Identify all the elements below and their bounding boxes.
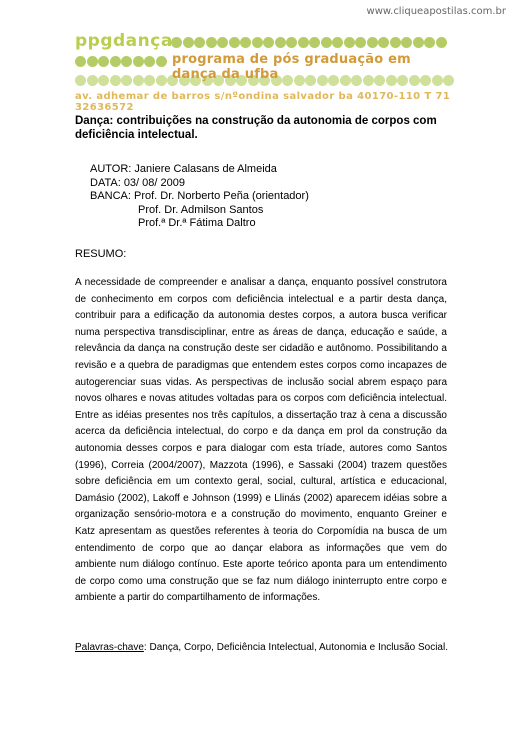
decorative-dot [98,56,109,67]
decorative-dot [401,37,412,48]
abstract-text: A necessidade de compreender e analisar a dança, enquanto possível construtora de conhecimento em corpos com deficiência intelectual e a partir desta dança, contribuir para a edificação da autonomia destes corpos, a autora busca verificar numa perspectiva transdisciplinar, entre as áreas de dança, educação e saúde, a relevância da dança na construção deste ser cidadão e autônomo. Possibilitando a revisão e a quebra de paradigmas que entendem estes corpos como incapazes de autogerenciar suas vidas. As perspectivas de inclusão social abrem espaço para novos olhares e novas atitudes voltadas para os corpos com deficiência intelectual. Entre as idéias presentes nos três capítulos, a dissertação traz à cena a discussão acerca da deficiência intelectual, do corpo e da dança em prol da construção da autonomia desses corpos e para dialogar com esta tríade, autores como Santos (1996), Correia (2004/2007), Mazzota (1996), e Sassaki (2004) trazem questões sobre deficiência em um contexto geral, social, cultural, artística e educacional, Damásio (2002), Lakoff e Johnson (1999) e Llinás (2002) aparecem idéias sobre a organização sensório-motora e a construção do movimento, enquanto Greiner e Katz apresentam as questões referentes à teoria do Corpomídia na busca de um entendimento de corpo que ao dançar elabora as informações que vem do ambiente num diálogo contínuo. Este aporte teórico aponta para um entendimento de corpo como uma construção que se faz num diálogo ininterrupto entre corpo e ambiente a partir do compartilhamento de informações. [75,277,447,604]
banca-member: Prof. Dr. Admilson Santos [138,203,264,216]
author-line: AUTOR: Janiere Calasans de Almeida [90,163,277,175]
decorative-dot [378,37,389,48]
ppgdanca-logo: ppgdança [75,31,173,51]
decorative-dot [309,37,320,48]
decorative-dot [87,75,98,86]
keywords [75,641,455,655]
decorative-dot [217,37,228,48]
banca-member: Prof.ª Dr.ª Fátima Daltro [138,217,256,229]
decorative-dot [298,37,309,48]
banca-line: BANCA: Prof. Dr. Norberto Peña (orientador) [90,190,309,202]
decorative-dot [321,37,332,48]
decorative-dot [144,75,155,86]
decorative-dot [240,37,251,48]
decorative-dot [252,37,263,48]
letterhead [75,31,455,113]
decorative-dot [436,37,447,48]
document-meta [90,163,309,231]
decorative-dot [413,37,424,48]
decorative-dot [390,37,401,48]
decorative-dot [87,56,98,67]
decorative-dot [75,75,86,86]
decorative-dot [332,37,343,48]
decorative-dot [183,37,194,48]
decorative-dot [206,37,217,48]
decorative-dot [98,75,109,86]
decorative-dot [286,37,297,48]
decorative-dot [263,37,274,48]
program-name: programa de pós graduação em dança da ufba [172,52,411,82]
decorative-dot [424,37,435,48]
decorative-dot [121,56,132,67]
decorative-dot [156,75,167,86]
decorative-dot [133,56,144,67]
keywords-list: : Dança, Corpo, Deficiência Intelectual, Autonomia e Inclusão Social. [143,642,448,653]
decorative-dot [229,37,240,48]
decorative-dot [110,75,121,86]
decorative-dot [110,56,121,67]
date-line: DATA: 03/ 08/ 2009 [90,176,185,189]
decorative-dot [133,75,144,86]
address-line: av. adhemar de barros s/nºondina salvador ba 40170-110 T 71 32636572 [75,91,451,113]
resumo-heading: RESUMO: [75,248,127,260]
decorative-dot [355,37,366,48]
decorative-dot [344,37,355,48]
document-title: Dança: contribuições na construção da autonomia de corpos com deficiência intelectual. [75,115,437,141]
keywords-label: Palavras-chave [75,642,144,653]
decorative-dot [121,75,132,86]
decorative-dot [275,37,286,48]
decorative-dot [144,56,155,67]
decorative-dot [156,56,167,67]
site-url[interactable]: www.cliqueapostilas.com.br [366,6,506,17]
decorative-dot [75,56,86,67]
decorative-dot [194,37,205,48]
decorative-dot [367,37,378,48]
